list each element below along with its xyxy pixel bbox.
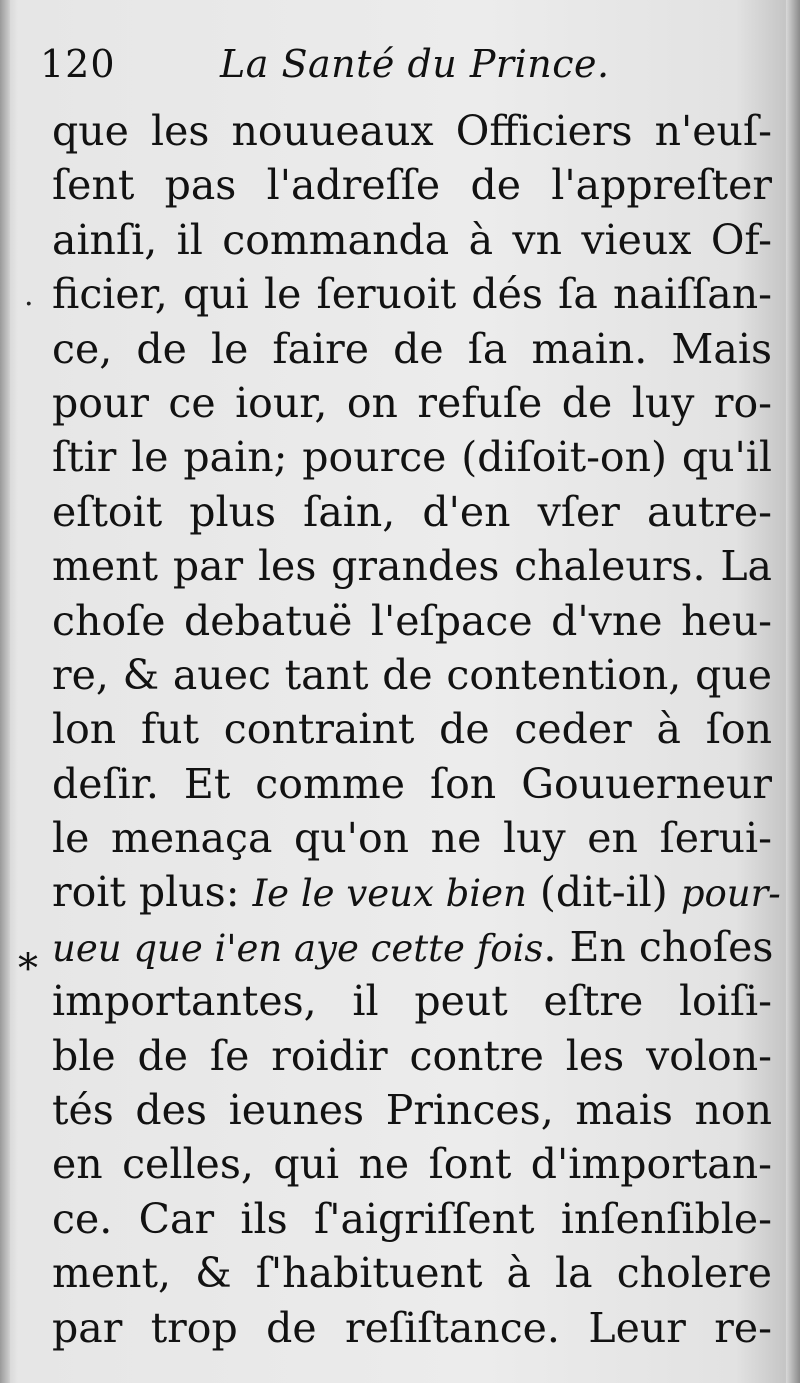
text-line-mixed [52,865,781,919]
text-line: choſe debatuë l'eſpace d'vne heu- [52,596,772,645]
text-line: le menaça qu'on ne luy en ſerui- [52,814,772,863]
text-line: importantes, il peut eſtre loiſi- [52,977,772,1026]
text-line: par trop de reſiſtance. Leur re- [52,1303,772,1352]
running-head: La Santé du Prince. [220,42,610,86]
text-line: ſtir le pain; pource (diſoit-on) qu'il [52,433,772,482]
text-line-mixed [52,920,772,974]
text-line: que les nouueaux Officiers n'euſ- [52,107,772,155]
text-line: deſir. Et comme ſon Gouuerneur [52,759,772,808]
page-gutter-shadow [0,0,10,1383]
text-line: ment, & ſ'habituent à la cholere [52,1249,772,1298]
page-edge-shadow [786,0,800,1383]
text-line: ſent pas l'adreſſe de l'appreſter [52,161,772,210]
text-line: eſtoit plus ſain, d'en vſer autre- [52,487,772,536]
text-italic: pour- [680,872,781,916]
body-text [52,104,781,1355]
text-line: ce, de le faire de ſa main. Mais [52,324,772,373]
text-italic: ueu que i'en aye cette fois [52,926,544,970]
text-line: re, & auec tant de contention, que [52,650,772,699]
text-line: ble de ſe roidir contre les volon- [52,1031,772,1080]
margin-asterisk: * [18,946,38,992]
text-line: pour ce iour, on refuſe de luy ro- [52,378,772,427]
text-line: ainſi, il commanda à vn vieux Of- [52,215,772,264]
margin-dot: . [24,278,34,313]
page-header [40,40,780,94]
text-roman: (dit-il) [526,868,681,917]
text-line: en celles, qui ne ſont d'importan- [52,1140,772,1189]
page-number: 120 [40,42,116,86]
text-roman: . En choſes [543,922,774,971]
text-line: ment par les grandes chaleurs. La [52,542,772,591]
text-italic: Ie le veux bien [252,872,527,916]
text-line: lon fut contraint de ceder à ſon [52,705,772,754]
text-line: tés des ieunes Princes, mais non [52,1086,772,1135]
text-line: ce. Car ils ſ'aigriſſent inſenſible- [52,1194,772,1243]
text-roman: roit plus: [52,868,253,917]
text-line: ficier, qui le ſeruoit dés ſa naiſſan- [52,270,772,319]
